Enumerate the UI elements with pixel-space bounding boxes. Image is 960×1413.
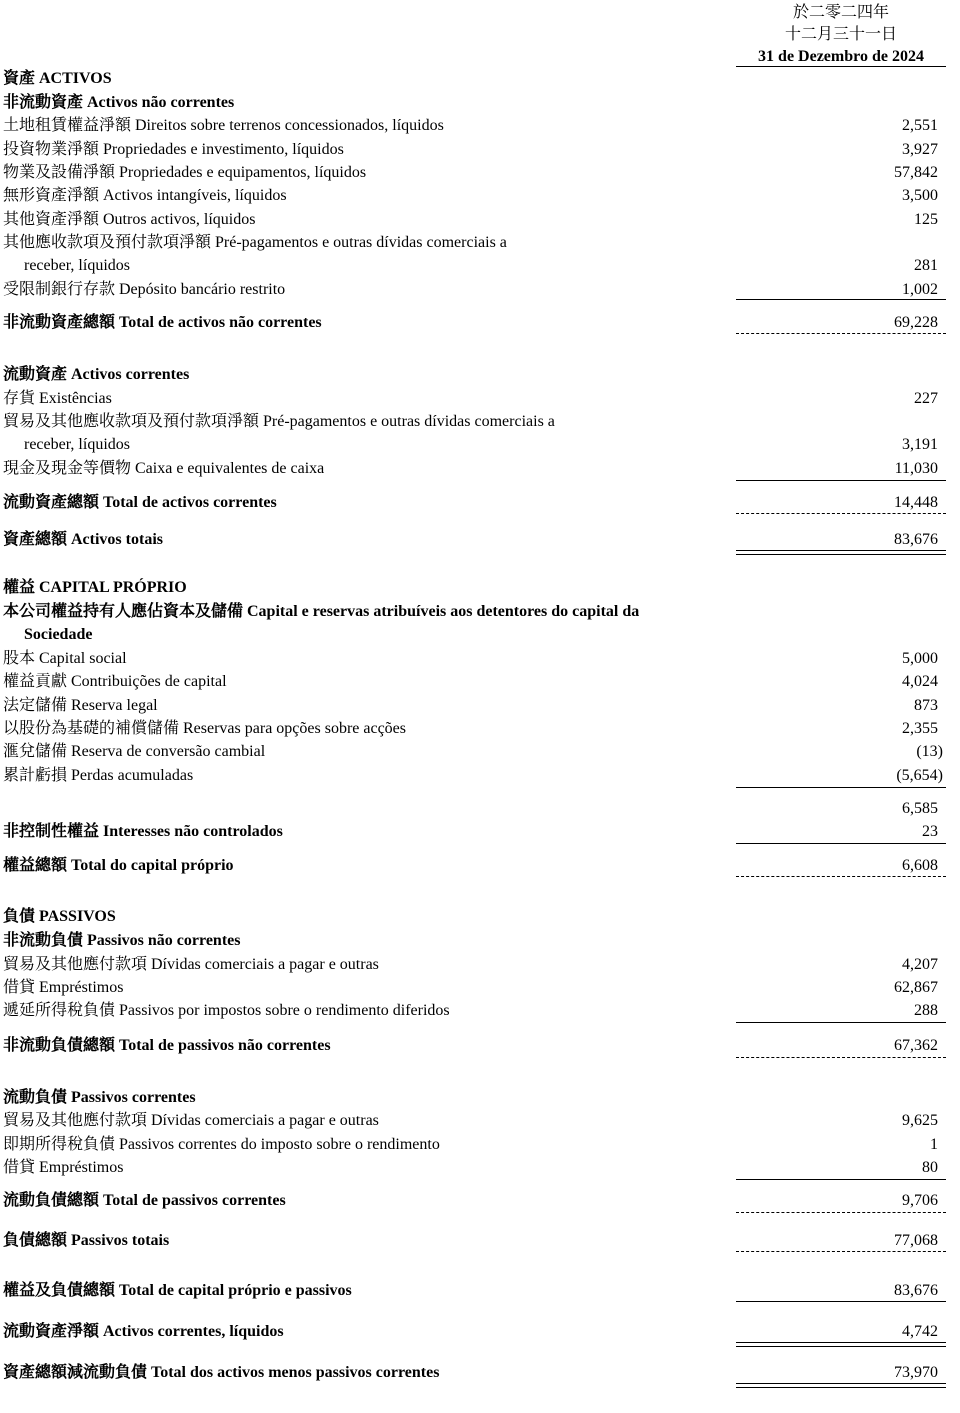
table-row: [0, 231, 960, 255]
row-value: 67,362: [894, 1037, 938, 1054]
subtotal-line: [736, 843, 946, 844]
row-value: 1: [930, 1136, 938, 1153]
row-label: 非控制性權益 Interesses não controlados: [3, 823, 283, 840]
row-label: Sociedade: [24, 626, 93, 643]
row-label: 土地租賃權益淨額 Direitos sobre terrenos concessionados, líquidos: [3, 117, 444, 134]
row-value: 77,068: [894, 1232, 938, 1249]
table-row: [0, 410, 960, 434]
row-value: 11,030: [894, 460, 938, 477]
row-label: 資產 ACTIVOS: [3, 70, 112, 87]
row-value: 6,608: [902, 857, 938, 874]
table-row: [0, 387, 960, 411]
column-date-zh-line2: 十二月三十一日: [784, 26, 897, 43]
row-label: 滙兌儲備 Reserva de conversão cambial: [3, 743, 266, 760]
row-label: 其他資產淨額 Outros activos, líquidos: [3, 211, 256, 228]
row-label: 投資物業淨額 Propriedades e investimento, líquidos: [3, 141, 344, 158]
row-value: 3,500: [902, 187, 938, 204]
table-row: [0, 1279, 960, 1303]
dashed-underline: [736, 1057, 946, 1058]
row-value: 1,002: [902, 281, 938, 298]
row-label: 貿易及其他應付款項 Dívidas comerciais a pagar e outras: [3, 956, 379, 973]
row-value: 83,676: [894, 531, 938, 548]
row-value: 80: [922, 1159, 938, 1176]
row-value: 83,676: [894, 1282, 938, 1299]
row-value: 4,024: [902, 673, 938, 690]
row-label: 無形資產淨額 Activos intangíveis, líquidos: [3, 187, 287, 204]
row-value: 69,228: [894, 314, 938, 331]
row-value: 288: [914, 1002, 938, 1019]
table-row: [0, 647, 960, 671]
table-row: [0, 433, 960, 457]
row-value: 281: [914, 257, 938, 274]
row-label: 借貸 Empréstimos: [3, 979, 124, 996]
table-row: [0, 905, 960, 929]
table-row: [0, 91, 960, 115]
row-label: 非流動資產 Activos não correntes: [3, 94, 235, 111]
row-label: 法定儲備 Reserva legal: [3, 697, 158, 714]
dashed-underline: [736, 876, 946, 877]
table-row: [0, 797, 960, 821]
table-row: [0, 854, 960, 878]
row-value: 873: [914, 697, 938, 714]
row-value: (5,654): [896, 767, 943, 784]
row-value: 57,842: [894, 164, 938, 181]
row-label: 資產總額減流動負債 Total dos activos menos passivos correntes: [3, 1364, 440, 1381]
row-label: 現金及現金等價物 Caixa e equivalentes de caixa: [3, 460, 325, 477]
row-label: 貿易及其他應收款項及預付款項淨額 Pré-pagamentos e outras dívidas comerciais a: [3, 413, 555, 430]
table-row: [0, 953, 960, 977]
table-row: [0, 1229, 960, 1253]
table-row: [0, 999, 960, 1023]
row-label: 即期所得稅負債 Passivos correntes do imposto sobre o rendimento: [3, 1136, 440, 1153]
table-row: [0, 764, 960, 788]
subtotal-line: [736, 1301, 946, 1302]
row-label: 以股份為基礎的補償儲備 Reservas para opções sobre acções: [3, 720, 407, 737]
double-underline: [736, 1342, 946, 1347]
row-label: 資產總額 Activos totais: [3, 531, 163, 548]
table-row: [0, 820, 960, 844]
table-row: [0, 1133, 960, 1157]
row-label: 流動負債 Passivos correntes: [3, 1089, 196, 1106]
row-label: 負債 PASSIVOS: [3, 908, 116, 925]
row-label: 借貸 Empréstimos: [3, 1159, 124, 1176]
table-row: [0, 1109, 960, 1133]
row-label: 權益貢獻 Contribuições de capital: [3, 673, 227, 690]
row-label: 股本 Capital social: [3, 650, 127, 667]
row-label: 權益總額 Total do capital próprio: [3, 857, 234, 874]
table-row: [0, 1361, 960, 1385]
row-label: 貿易及其他應付款項 Dívidas comerciais a pagar e outras: [3, 1112, 379, 1129]
table-row: [0, 528, 960, 552]
column-date-pt: 31 de Dezembro de 2024: [758, 48, 924, 65]
subtotal-line: [736, 299, 946, 300]
row-label: receber, líquidos: [24, 436, 130, 453]
double-underline: [736, 550, 946, 555]
row-label: 物業及設備淨額 Propriedades e equipamentos, líquidos: [3, 164, 367, 181]
table-row: [0, 600, 960, 624]
row-value: 2,355: [902, 720, 938, 737]
row-value: 227: [914, 390, 938, 407]
row-value: 2,551: [902, 117, 938, 134]
row-value: 62,867: [894, 979, 938, 996]
dashed-underline: [736, 333, 946, 334]
row-value: (13): [916, 743, 943, 760]
table-row: [0, 457, 960, 481]
subtotal-line: [736, 787, 946, 788]
row-label: 非流動資產總額 Total de activos não correntes: [3, 314, 322, 331]
row-value: 9,706: [902, 1192, 938, 1209]
subtotal-line: [736, 1022, 946, 1023]
row-label: 負債總額 Passivos totais: [3, 1232, 170, 1249]
table-row: [0, 491, 960, 515]
subtotal-line: [736, 1179, 946, 1180]
row-value: 9,625: [902, 1112, 938, 1129]
row-value: 3,191: [902, 436, 938, 453]
table-row: [0, 670, 960, 694]
row-label: 累計虧損 Perdas acumuladas: [3, 767, 194, 784]
row-value: 5,000: [902, 650, 938, 667]
row-label: 權益及負債總額 Total de capital próprio e passivos: [3, 1282, 352, 1299]
row-value: 4,207: [902, 956, 938, 973]
row-label: 流動負債總額 Total de passivos correntes: [3, 1192, 286, 1209]
column-date-zh-line1: 於二零二四年: [792, 4, 889, 21]
row-label: 本公司權益持有人應佔資本及儲備 Capital e reservas atribuíveis aos detentores do capital da: [3, 603, 640, 620]
table-row: [0, 114, 960, 138]
table-row: [0, 1156, 960, 1180]
table-row: [0, 1320, 960, 1344]
dashed-underline: [736, 1251, 946, 1252]
row-label: 遞延所得稅負債 Passivos por impostos sobre o rendimento diferidos: [3, 1002, 450, 1019]
row-value: 73,970: [894, 1364, 938, 1381]
row-label: 非流動負債總額 Total de passivos não correntes: [3, 1037, 331, 1054]
table-row: [0, 1086, 960, 1110]
table-row: [0, 311, 960, 335]
row-value: 4,742: [902, 1323, 938, 1340]
table-row: [0, 1034, 960, 1058]
table-row: [0, 184, 960, 208]
table-row: [0, 1189, 960, 1213]
table-row: [0, 694, 960, 718]
row-value: 125: [914, 211, 938, 228]
row-label: 受限制銀行存款 Depósito bancário restrito: [3, 281, 286, 298]
row-label: 其他應收款項及預付款項淨額 Pré-pagamentos e outras dívidas comerciais a: [3, 234, 507, 251]
table-row: [0, 208, 960, 232]
table-row: [0, 623, 960, 647]
row-value: 23: [922, 823, 938, 840]
row-label: 流動資產 Activos correntes: [3, 366, 190, 383]
row-label: 非流動負債 Passivos não correntes: [3, 932, 241, 949]
row-value: 14,448: [894, 494, 938, 511]
row-label: receber, líquidos: [24, 257, 130, 274]
row-label: 流動資產淨額 Activos correntes, líquidos: [3, 1323, 284, 1340]
row-value: 3,927: [902, 141, 938, 158]
dashed-underline: [736, 1212, 946, 1213]
table-row: [0, 576, 960, 600]
double-underline: [736, 1383, 946, 1388]
table-row: [0, 138, 960, 162]
table-row: [0, 161, 960, 185]
table-row: [0, 717, 960, 741]
subtotal-line: [736, 480, 946, 481]
table-row: [0, 976, 960, 1000]
table-row: [0, 363, 960, 387]
table-row: [0, 740, 960, 764]
row-label: 流動資產總額 Total de activos correntes: [3, 494, 277, 511]
row-label: 權益 CAPITAL PRÓPRIO: [3, 579, 187, 596]
row-label: 存貨 Existências: [3, 390, 112, 407]
row-value: 6,585: [902, 800, 938, 817]
dashed-underline: [736, 513, 946, 514]
table-row: [0, 67, 960, 91]
table-row: [0, 254, 960, 278]
table-row: [0, 929, 960, 953]
